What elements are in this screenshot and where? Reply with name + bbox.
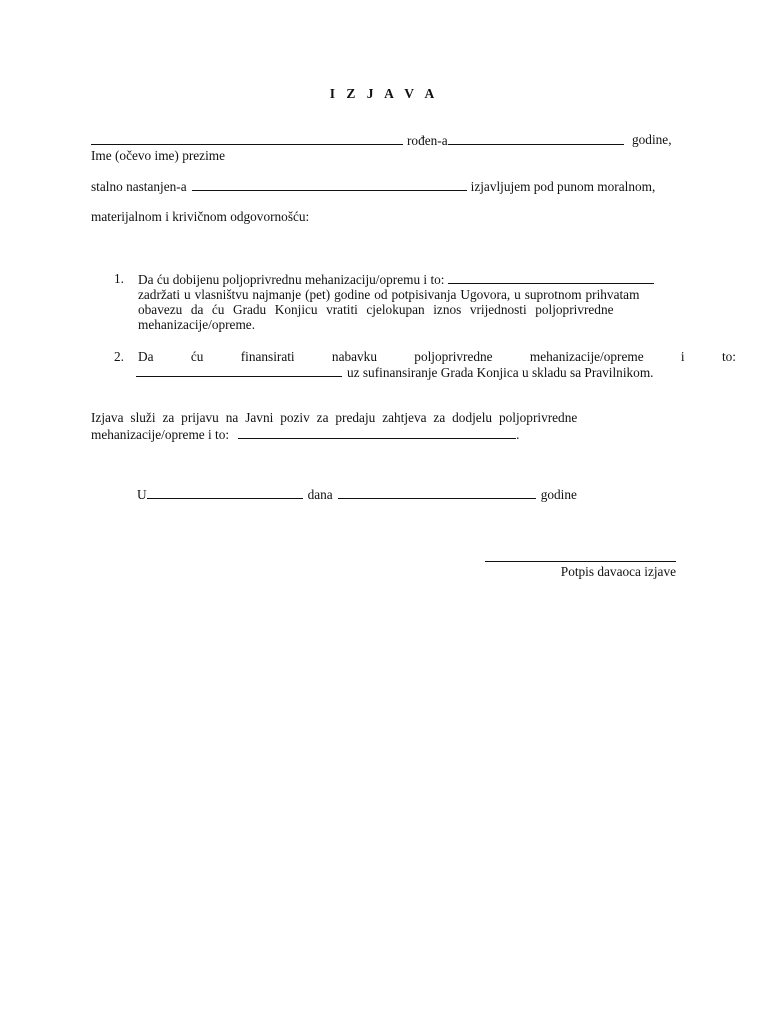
purpose-prefix: mehanizacije/opreme i to: xyxy=(91,427,230,442)
item-1-line1 xyxy=(138,271,654,288)
item-1-text: Da ću dobijenu poljoprivrednu mehanizaciju/opremu i to: xyxy=(138,272,445,287)
birth-date-field[interactable] xyxy=(448,132,624,145)
year-label-2: godine xyxy=(540,487,577,502)
place-date-line xyxy=(137,486,577,503)
date-field[interactable] xyxy=(338,486,536,499)
item-1-line2-text: zadržati u vlasništvu najmanje (pet) godine od potpisivanja Ugovora, u suprotnom prihvatam xyxy=(138,287,640,302)
signature-caption: Potpis davaoca izjave xyxy=(560,564,676,579)
day-label: dana xyxy=(307,487,333,502)
item-2-line2 xyxy=(136,364,654,381)
item-1-line3: obavezu da ću Gradu Konjicu vratiti cjelokupan iznos vrijednosti poljoprivredne xyxy=(138,302,614,317)
equipment-field-2[interactable] xyxy=(136,364,342,377)
item-2-suffix: uz sufinansiranje Grada Konjica u skladu sa Pravilnikom. xyxy=(347,365,654,380)
residence-line xyxy=(91,178,655,195)
responsibility-text: materijalnom i krivičnom odgovornošću: xyxy=(91,209,310,224)
place-label: U xyxy=(137,487,147,502)
residence-label: stalno nastanjen-a xyxy=(91,179,187,194)
residence-field[interactable] xyxy=(192,178,467,191)
place-field[interactable] xyxy=(147,486,303,499)
purpose-line1: Izjava služi za prijavu na Javni poziv za predaju zahtjeva za dodjelu poljoprivredne xyxy=(91,410,578,425)
item-1-number: 1. xyxy=(114,271,124,286)
item-1-line4: mehanizacije/opreme. xyxy=(138,317,256,332)
born-label: rođen-a xyxy=(407,133,448,148)
signature-field[interactable] xyxy=(485,549,676,562)
equipment-field-1[interactable] xyxy=(448,271,654,284)
declare-text: izjavljujem pod punom moralnom, xyxy=(470,179,656,194)
equipment-field-3[interactable] xyxy=(238,426,516,439)
year-label: godine, xyxy=(632,132,672,147)
name-caption: Ime (očevo ime) prezime xyxy=(91,148,226,163)
document-title: I Z J A V A xyxy=(329,86,439,101)
purpose-period: . xyxy=(516,427,520,442)
purpose-line2 xyxy=(91,426,519,443)
name-birth-line xyxy=(91,132,624,149)
item-2-line1: Da ću finansirati nabavku poljoprivredne mehanizacije/opreme i to: xyxy=(138,349,736,364)
name-field[interactable] xyxy=(91,132,403,145)
item-1-line2 xyxy=(138,287,675,303)
item-2-number: 2. xyxy=(114,349,124,364)
